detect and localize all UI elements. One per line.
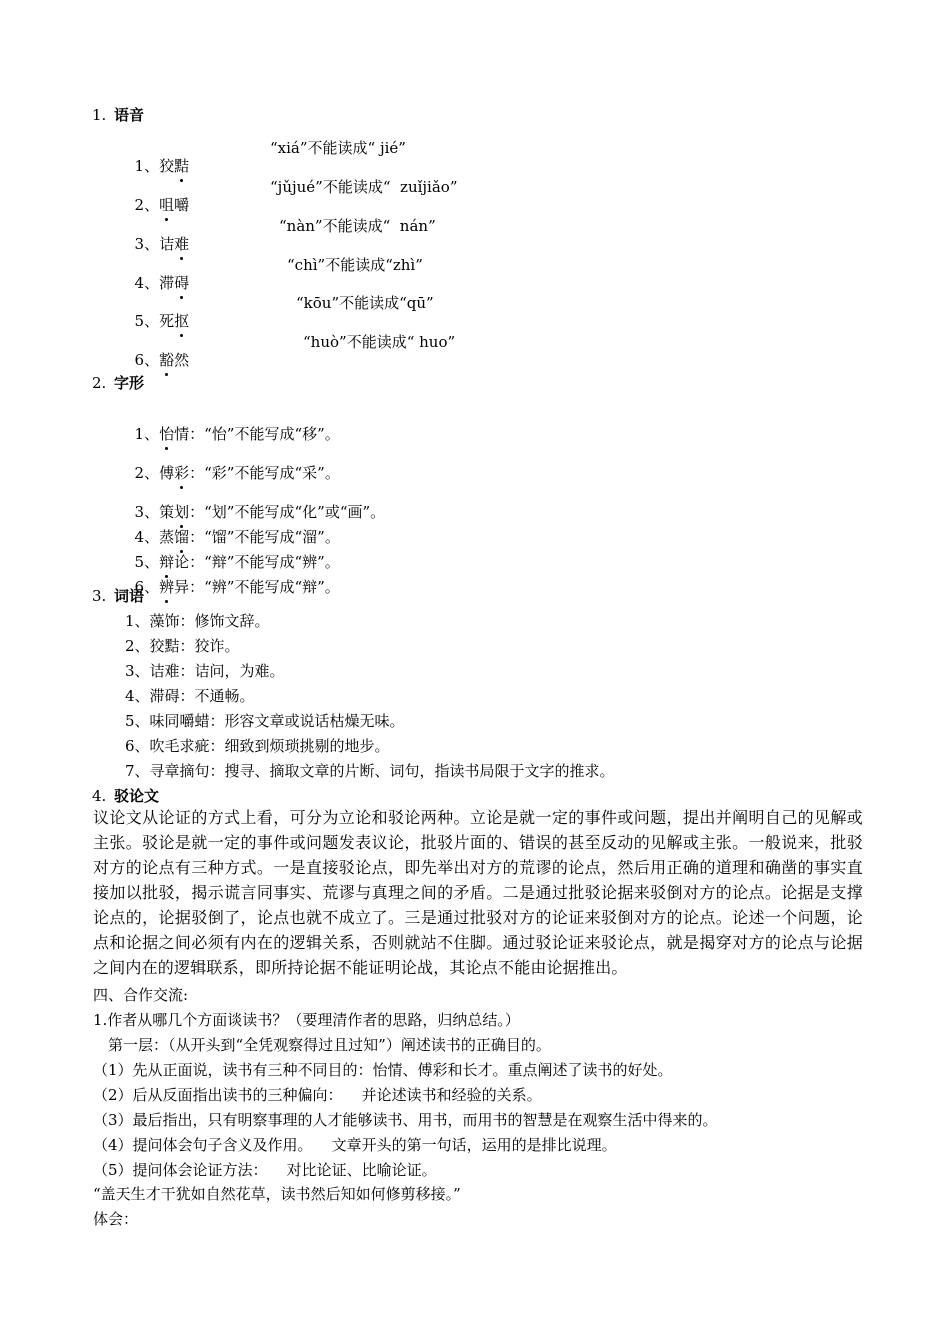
item-index: 4、: [134, 528, 160, 546]
rebuttal-paragraph: 议论文从论证的方式上看，可分为立论和驳论两种。立论是就一定的事件或问题，提出并阐明自己的见解或主张。驳论是就一定的事件或问题发表议论，批驳片面的、错误的甚至反动的见解或主张。一般说来，批驳对方的论点有三种方式。一是直接驳论点，即先举出对方的荒谬的论点，然后用正确的道理和确凿的事实直接加以批驳，揭示谎言同事实、荒谬与真理之间的矛盾。二是通过批驳论据来驳倒对方的论点。论据是支撑论点的，论据驳倒了，论点也就不成立了。三是通过批驳对方的论证来驳倒对方的论点。论述一个问题，论点和论据之间必须有内在的逻辑关系，否则就站不住脚。通过驳论证来驳论点，就是揭穿对方的论点与论据之间内在的逻辑联系，即所持论据不能证明论战，其论点不能由论据推出。: [93, 808, 863, 977]
point-3: （3）最后指出，只有明察事理的人才能够读书、用书，而用书的智慧是在观察生活中得来的。: [93, 1111, 718, 1129]
word-part: 策: [159, 503, 175, 521]
glyph-rule: “辩”不能写成“辨”。: [204, 553, 340, 571]
vocabulary-item: 3、诘难：诘问，为难。: [125, 662, 285, 680]
word-part: 蒸: [159, 528, 175, 546]
word-part: 然: [174, 351, 190, 369]
pronunciation-rule: “nàn”不能读成“ nán”: [279, 217, 436, 235]
pronunciation-item: [125, 176, 189, 215]
vocabulary-item: 5、味同嚼蜡：形容文章或说话枯燥无味。: [125, 712, 405, 730]
glyph-rule: “怡”不能写成“移”。: [204, 425, 340, 443]
word-part: 狡: [159, 157, 175, 175]
point-4: （4）提问体会句子含义及作用。 文章开头的第一句话，运用的是排比说理。: [93, 1136, 617, 1154]
section-number: 2.: [92, 374, 107, 392]
word-part: 滞: [159, 274, 175, 292]
glyph-item: [125, 405, 340, 444]
vocabulary-item: 2、狡黠：狡诈。: [125, 637, 240, 655]
section-heading-vocabulary: [92, 585, 144, 606]
emphasized-char: 划: [174, 503, 190, 521]
vocabulary-item: 4、滞碍：不通畅。: [125, 687, 255, 705]
emphasized-char: 黠: [174, 157, 190, 175]
item-index: 2、: [134, 464, 160, 482]
pronunciation-rule: “kōu”不能读成“qū”: [296, 294, 434, 312]
word-part: 诘: [159, 235, 175, 253]
tihui-label: 体会：: [93, 1210, 139, 1228]
pronunciation-item: [125, 215, 189, 254]
vocabulary-item: 1、藻饰：修饰文辞。: [125, 612, 270, 630]
emphasized-char: 辩: [159, 553, 175, 571]
pronunciation-item: [125, 331, 189, 370]
glyph-rule: “馏”不能写成“溜”。: [204, 528, 340, 546]
vocabulary-item: 6、吹毛求疵：细致到烦琐挑剔的地步。: [125, 737, 390, 755]
pronunciation-item: [125, 137, 189, 176]
word-part: 异：: [174, 578, 205, 596]
section-title: 语音: [114, 106, 145, 124]
point-1: （1）先从正面说，读书有三种不同目的：怡情、傅彩和长才。重点阐述了读书的好处。: [93, 1061, 673, 1079]
quote: “盖天生才干犹如自然花草，读书然后知如何修剪移接。”: [93, 1185, 461, 1203]
section-number: 3.: [92, 587, 107, 605]
emphasized-char: 咀: [159, 196, 175, 214]
item-index: 3、: [134, 235, 160, 253]
item-index: 1、: [134, 157, 160, 175]
item-index: 1、: [134, 425, 160, 443]
pronunciation-item: [125, 254, 189, 293]
pronunciation-rule: “huò”不能读成“ huo”: [303, 333, 456, 351]
section-number: 1.: [92, 106, 107, 124]
question-1: 1.作者从哪几个方面谈读书？（要理清作者的思路，归纳总结。）: [93, 1011, 520, 1029]
item-index: 5、: [134, 312, 160, 330]
section-title: 字形: [114, 374, 145, 392]
section-heading-pronunciation: [92, 104, 144, 125]
emphasized-char: 辨: [159, 578, 175, 596]
vocabulary-item: 7、寻章摘句：搜寻、摘取文章的片断、词句，指读书局限于文字的推求。: [125, 762, 615, 780]
emphasized-char: 怡: [159, 425, 175, 443]
item-index: 5、: [134, 553, 160, 571]
word-part: 傅: [159, 464, 175, 482]
glyph-rule: “划”不能写成“化”或“画”。: [204, 503, 386, 521]
emphasized-char: 难: [174, 235, 190, 253]
word-part: 论：: [174, 553, 205, 571]
glyph-item: [125, 558, 340, 597]
item-index: 3、: [134, 503, 160, 521]
section-title: 驳论文: [114, 787, 160, 805]
layer-1: 第一层：（从开头到“全凭观察得过且过知”）阐述读书的正确目的。: [108, 1036, 551, 1054]
word-part: 嚼: [174, 196, 190, 214]
pronunciation-rule: “jǔjué”不能读成“ zuǐjiǎo”: [270, 178, 458, 196]
emphasized-char: 彩: [174, 464, 190, 482]
glyph-item: [125, 444, 340, 483]
section-heading-glyphs: [92, 372, 144, 393]
cooperation-heading: 四、合作交流:: [93, 986, 189, 1004]
pronunciation-rule: “xiá”不能读成“ jié”: [270, 139, 406, 157]
item-index: 6、: [134, 578, 160, 596]
section-number: 4.: [92, 787, 107, 805]
point-2: （2）后从反面指出读书的三种偏向： 并论述读书和经验的关系。: [93, 1086, 542, 1104]
pronunciation-item: [125, 292, 189, 331]
item-index: 4、: [134, 274, 160, 292]
item-index: 6、: [134, 351, 160, 369]
emphasized-char: 馏: [174, 528, 190, 546]
section-title: 词语: [114, 587, 145, 605]
emphasized-char: 豁: [159, 351, 175, 369]
glyph-rule: “彩”不能写成“采”。: [204, 464, 340, 482]
emphasized-char: 抠: [174, 312, 190, 330]
word-part: 情：: [174, 425, 205, 443]
emphasized-char: 碍: [174, 274, 190, 292]
glyph-rule: “辨”不能写成“辩”。: [204, 578, 340, 596]
word-part: ：: [189, 464, 205, 482]
point-5: （5）提问体会论证方法： 对比论证、比喻论证。: [93, 1161, 437, 1179]
word-part: ：: [189, 528, 205, 546]
section-heading-rebuttal: [92, 785, 159, 806]
pronunciation-rule: “chì”不能读成“zhì”: [287, 256, 423, 274]
item-index: 2、: [134, 196, 160, 214]
word-part: ：: [189, 503, 205, 521]
word-part: 死: [159, 312, 175, 330]
